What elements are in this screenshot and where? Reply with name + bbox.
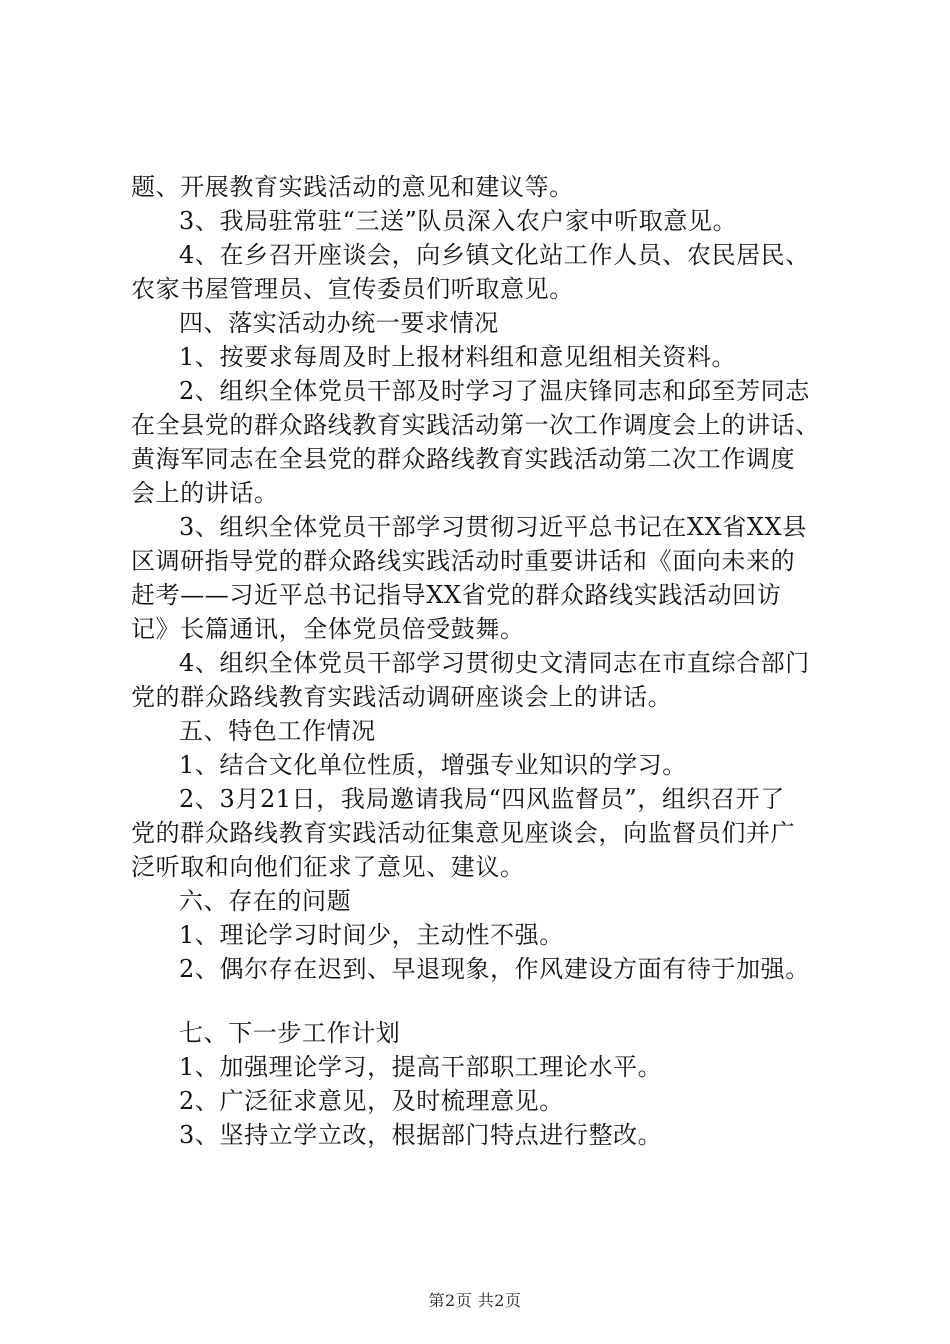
text-line: 2、广泛征求意见，及时梳理意见。 — [179, 1087, 564, 1115]
text-line: 4、在乡召开座谈会，向乡镇文化站工作人员、农民居民、 — [179, 241, 810, 269]
section-heading: 六、存在的问题 — [179, 887, 352, 915]
text-line: 2、组织全体党员干部及时学习了温庆锋同志和邱至芳同志 — [179, 377, 810, 405]
section-heading: 四、落实活动办统一要求情况 — [179, 309, 499, 337]
paragraph-gap — [131, 986, 831, 1016]
text-line: 农家书屋管理员、宣传委员们听取意见。 — [131, 275, 574, 303]
section-heading: 七、下一步工作计划 — [179, 1019, 401, 1047]
section-heading: 五、特色工作情况 — [179, 717, 376, 745]
text-line: 记》长篇通讯，全体党员倍受鼓舞。 — [131, 615, 525, 643]
text-line: 党的群众路线教育实践活动调研座谈会上的讲话。 — [131, 683, 673, 711]
text-line: 区调研指导党的群众路线实践活动时重要讲话和《面向未来的 — [131, 547, 796, 575]
text-line: 1、理论学习时间少，主动性不强。 — [179, 921, 564, 949]
text-line: 1、加强理论学习，提高干部职工理论水平。 — [179, 1053, 663, 1081]
text-line: 题、开展教育实践活动的意见和建议等。 — [131, 173, 574, 201]
text-line: 黄海军同志在全县党的群众路线教育实践活动第二次工作调度 — [131, 445, 796, 473]
text-line: 泛听取和向他们征求了意见、建议。 — [131, 853, 525, 881]
text-line: 3、坚持立学立改，根据部门特点进行整改。 — [179, 1121, 663, 1149]
text-line: 赶考——习近平总书记指导XX省党的群众路线实践活动回访 — [131, 581, 782, 609]
text-line: 3、组织全体党员干部学习贯彻习近平总书记在XX省XX县 — [179, 513, 807, 541]
text-line: 党的群众路线教育实践活动征集意见座谈会，向监督员们并广 — [131, 819, 796, 847]
text-line: 3、我局驻常驻“三送”队员深入农户家中听取意见。 — [179, 207, 738, 235]
document-body — [131, 170, 831, 1152]
text-line: 1、结合文化单位性质，增强专业知识的学习。 — [179, 751, 687, 779]
text-line: 在全县党的群众路线教育实践活动第一次工作调度会上的讲话、 — [131, 411, 820, 439]
text-line: 2、3月21日，我局邀请我局“四风监督员”，组织召开了 — [179, 785, 785, 813]
text-line: 会上的讲话。 — [131, 479, 279, 507]
text-line: 4、组织全体党员干部学习贯彻史文清同志在市直综合部门 — [179, 649, 810, 677]
page-number-footer: 第2页 共2页 — [428, 1291, 522, 1310]
text-line: 2、偶尔存在迟到、早退现象，作风建设方面有待于加强。 — [179, 955, 810, 983]
text-line: 1、按要求每周及时上报材料组和意见组相关资料。 — [179, 343, 737, 371]
